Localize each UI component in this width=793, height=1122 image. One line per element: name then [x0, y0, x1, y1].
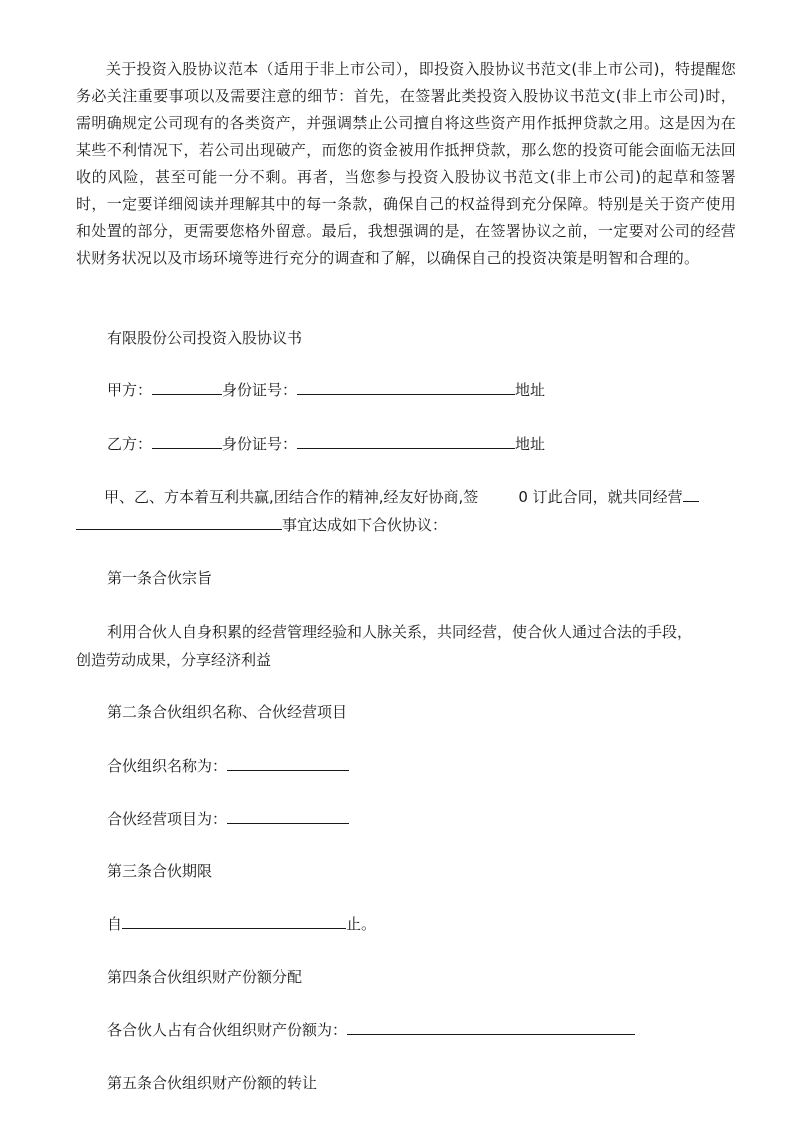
- party-b-id-blank[interactable]: [297, 433, 515, 449]
- article-4-heading: 第四条合伙组织财产份额分配: [107, 968, 303, 986]
- preamble-part-1: 甲、乙、方本着互利共赢,团结合作的精神,经友好协商,签: [104, 488, 479, 506]
- term-from-label: 自: [107, 915, 123, 933]
- share-blank[interactable]: [347, 1019, 635, 1035]
- article-3-heading: 第三条合伙期限: [107, 862, 213, 880]
- preamble-part-2: 0 订此合同，就共同经营: [518, 488, 683, 506]
- term-blank[interactable]: [122, 913, 346, 929]
- party-a-label: 甲方：: [107, 381, 153, 399]
- document-title: 有限股份公司投资入股协议书: [107, 329, 303, 347]
- party-a-id-blank[interactable]: [297, 379, 515, 395]
- party-b-label: 乙方：: [107, 435, 153, 453]
- org-name-label: 合伙组织名称为：: [107, 757, 228, 775]
- preamble-line-1: [104, 486, 699, 508]
- term-until-label: 止。: [346, 915, 377, 933]
- project-blank[interactable]: [227, 808, 349, 824]
- article-1-body-line-2: 创造劳动成果，分享经济利益: [76, 651, 272, 669]
- org-name-line: [107, 755, 349, 777]
- party-a-name-blank[interactable]: [152, 379, 222, 395]
- party-a-line: [107, 379, 545, 401]
- share-label: 各合伙人占有合伙组织财产份额为：: [107, 1021, 348, 1039]
- share-line: [107, 1019, 635, 1041]
- business-blank-b[interactable]: [76, 514, 282, 530]
- party-b-line: [107, 433, 545, 455]
- party-a-address-label: 地址: [515, 381, 546, 399]
- business-blank-a[interactable]: [683, 486, 699, 502]
- article-1-body-line-1: 利用合伙人自身积累的经营管理经验和人脉关系，共同经营，使合伙人通过合法的手段，: [107, 623, 693, 641]
- term-line: [107, 913, 376, 935]
- intro-paragraph: 关于投资入股协议范本（适用于非上市公司），即投资入股协议书范文(非上市公司)，特提醒您务必关注重要事项以及需要注意的细节：首先，在签署此类投资入股协议书范文(非上市公司)时，需明确规定公司现有的各类资产，并强调禁止公司擅自将这些资产用作抵押贷款之用。这是因为在某些不利情况下，若公司出现破产，而您的资金被用作抵押贷款，那么您的投资可能会面临无法回收的风险，甚至可能一分不剩。再者，当您参与投资入股协议书范文(非上市公司)的起草和签署时，一定要详细阅读并理解其中的每一条款，确保自己的权益得到充分保障。特别是关于资产使用和处置的部分，更需要您格外留意。最后，我想强调的是，在签署协议之前，一定要对公司的经营状财务状况以及市场环境等进行充分的调查和了解，以确保自己的投资决策是明智和合理的。: [76, 60, 736, 267]
- party-a-id-label: 身份证号：: [222, 381, 298, 399]
- party-b-address-label: 地址: [515, 435, 546, 453]
- project-label: 合伙经营项目为：: [107, 810, 228, 828]
- preamble-line-2: [76, 514, 447, 536]
- article-1-heading: 第一条合伙宗旨: [107, 569, 213, 587]
- project-line: [107, 808, 349, 830]
- org-name-blank[interactable]: [227, 755, 349, 771]
- party-b-name-blank[interactable]: [152, 433, 222, 449]
- preamble-part-3: 事宜达成如下合伙协议：: [282, 516, 448, 534]
- party-b-id-label: 身份证号：: [222, 435, 298, 453]
- article-2-heading: 第二条合伙组织名称、合伙经营项目: [107, 703, 348, 721]
- article-5-heading: 第五条合伙组织财产份额的转让: [107, 1074, 318, 1092]
